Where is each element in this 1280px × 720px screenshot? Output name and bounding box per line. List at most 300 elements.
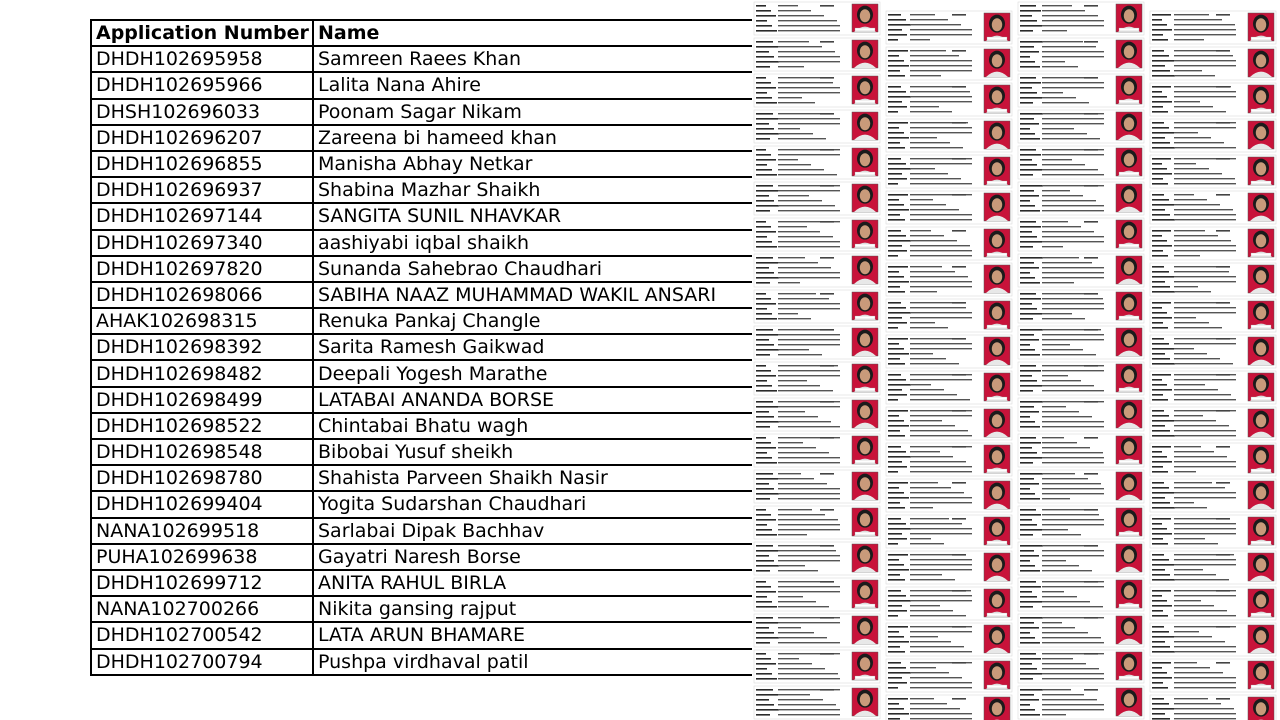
- scan-text-line: [1084, 5, 1098, 7]
- scan-text-line: [1152, 579, 1175, 581]
- scan-text-line: [1084, 41, 1098, 43]
- scan-text-line: [1042, 318, 1085, 319]
- scan-text-line: [888, 538, 907, 540]
- scan-text-line: [1020, 488, 1030, 490]
- scan-signature-strip: [1251, 541, 1271, 544]
- scan-text-line: [910, 641, 951, 642]
- scan-text-line: [1174, 101, 1200, 102]
- scan-text-line: [1020, 462, 1033, 464]
- scan-text-line: [888, 543, 898, 545]
- scan-text-line: [1152, 286, 1170, 288]
- application-number-cell: DHDH102697144: [91, 203, 313, 229]
- scan-text-line: [952, 518, 966, 520]
- scan-text-line: [778, 174, 837, 175]
- scan-text-line: [910, 389, 944, 390]
- scan-text-line: [1020, 678, 1033, 680]
- scan-text-line: [888, 662, 901, 664]
- table-row: [91, 99, 758, 125]
- scan-text-line: [756, 488, 774, 490]
- scan-text-line: [910, 199, 933, 200]
- scan-text-line: [910, 266, 942, 267]
- scan-photo-face: [1256, 18, 1266, 31]
- scan-text-line: [1042, 174, 1104, 175]
- table-row: [91, 491, 758, 517]
- scan-text-line: [1042, 123, 1104, 124]
- scan-text-line: [910, 183, 972, 184]
- scan-text-line: [1020, 473, 1043, 475]
- scan-text-line: [1020, 534, 1033, 536]
- scan-photo-face: [1124, 225, 1134, 238]
- scan-signature-strip: [855, 100, 875, 103]
- scan-text-line: [756, 509, 766, 511]
- name-cell: Sunanda Sahebrao Chaudhari: [313, 256, 758, 282]
- scan-text-line: [888, 677, 902, 679]
- scan-text-line: [952, 482, 966, 484]
- scan-text-line: [1174, 55, 1233, 56]
- scan-text-line: [1174, 250, 1236, 251]
- scan-text-line: [1042, 714, 1066, 715]
- scan-text-line: [888, 163, 906, 165]
- scan-signature-strip: [1251, 37, 1271, 40]
- scan-signature-strip: [1251, 325, 1271, 328]
- scan-photo-face: [992, 450, 1002, 463]
- scan-text-line: [756, 30, 777, 32]
- scan-text-line: [756, 498, 770, 500]
- scan-text-line: [1174, 615, 1236, 616]
- scan-text-line: [910, 595, 972, 596]
- scan-text-line: [778, 236, 833, 237]
- scan-text-line: [888, 281, 909, 283]
- scan-text-line: [756, 329, 773, 331]
- scan-text-line: [910, 137, 937, 138]
- scan-text-line: [1042, 231, 1094, 232]
- name-cell: Pushpa virdhaval patil: [313, 649, 758, 675]
- scan-photo-face: [1256, 666, 1266, 679]
- scan-text-line: [1084, 437, 1098, 439]
- scan-text-line: [888, 415, 899, 417]
- scan-text-line: [1042, 591, 1064, 592]
- scan-text-line: [1174, 60, 1236, 61]
- scan-text-line: [888, 672, 911, 674]
- scan-text-line: [1020, 25, 1042, 27]
- scan-text-line: [888, 55, 899, 57]
- scan-text-line: [1174, 595, 1236, 596]
- scan-text-line: [756, 349, 779, 351]
- scan-text-line: [1174, 50, 1220, 51]
- scan-text-line: [888, 96, 911, 98]
- scan-text-line: [888, 631, 899, 633]
- scan-text-line: [778, 282, 800, 283]
- scan-text-line: [778, 164, 811, 165]
- header-application-number: Application Number: [91, 20, 313, 46]
- scan-text-line: [910, 327, 948, 328]
- scan-text-line: [756, 560, 774, 562]
- scan-photo-face: [1256, 558, 1266, 571]
- scan-text-line: [778, 560, 840, 561]
- scan-text-line: [888, 713, 909, 715]
- scan-text-line: [910, 435, 972, 436]
- scan-signature-strip: [855, 460, 875, 463]
- scan-text-line: [910, 420, 942, 421]
- scan-text-line: [888, 420, 904, 422]
- scan-text-line: [778, 483, 827, 484]
- scan-text-line: [778, 447, 816, 448]
- scan-text-line: [756, 416, 774, 418]
- scan-text-line: [778, 370, 840, 371]
- scan-text-line: [1174, 343, 1236, 344]
- scan-photo-face: [992, 666, 1002, 679]
- scan-photo-face: [1256, 126, 1266, 139]
- scan-text-line: [910, 214, 972, 215]
- scan-text-line: [1152, 435, 1175, 437]
- scan-text-line: [1020, 509, 1036, 511]
- scan-signature-strip: [1119, 604, 1139, 607]
- scan-text-line: [1042, 277, 1104, 278]
- scan-text-line: [1174, 75, 1215, 76]
- scan-text-line: [778, 226, 807, 227]
- scan-text-line: [1152, 399, 1168, 401]
- scan-text-line: [1020, 313, 1042, 315]
- table-row: [91, 177, 758, 203]
- scan-text-line: [1174, 209, 1233, 210]
- scan-text-line: [888, 65, 909, 67]
- scan-text-line: [910, 605, 940, 606]
- scan-text-line: [1152, 106, 1163, 108]
- scan-text-line: [1152, 461, 1172, 463]
- scan-signature-strip: [855, 388, 875, 391]
- scan-text-line: [756, 185, 773, 187]
- scan-photo-face: [1124, 549, 1134, 562]
- scan-text-line: [1020, 185, 1043, 187]
- scan-text-line: [1042, 159, 1072, 160]
- scan-photo-face: [860, 657, 870, 670]
- scan-text-line: [1020, 709, 1035, 711]
- scan-text-line: [910, 564, 972, 565]
- scan-text-line: [1020, 411, 1039, 413]
- scan-text-line: [1042, 41, 1083, 42]
- scan-photo-face: [860, 513, 870, 526]
- scan-text-line: [778, 663, 812, 664]
- scan-text-line: [1042, 596, 1077, 597]
- scan-text-line: [888, 379, 906, 381]
- scanned-records-image: [752, 0, 1280, 720]
- scan-text-line: [910, 708, 960, 709]
- scan-text-line: [1174, 147, 1236, 148]
- scan-text-line: [778, 303, 840, 304]
- scan-text-line: [778, 457, 840, 458]
- scan-text-line: [1020, 82, 1041, 84]
- scan-text-line: [1152, 363, 1175, 365]
- scan-text-line: [756, 447, 776, 449]
- scan-text-line: [1174, 703, 1221, 704]
- scan-text-line: [1152, 327, 1168, 329]
- scan-text-line: [756, 586, 771, 588]
- scan-text-line: [910, 482, 938, 483]
- scan-text-line: [1020, 282, 1040, 284]
- scan-text-line: [1152, 482, 1164, 484]
- scan-text-line: [1174, 456, 1227, 457]
- scan-text-line: [778, 231, 820, 232]
- scan-text-line: [1152, 518, 1171, 520]
- scan-text-line: [1152, 651, 1175, 653]
- scan-text-line: [1174, 199, 1207, 200]
- scan-text-line: [1152, 533, 1172, 535]
- scan-text-line: [910, 672, 949, 673]
- scan-text-line: [756, 169, 772, 171]
- scan-text-line: [1020, 668, 1037, 670]
- scan-signature-strip: [855, 532, 875, 535]
- scan-text-line: [1020, 169, 1042, 171]
- scan-text-line: [778, 488, 840, 489]
- scan-photo-face: [992, 198, 1002, 211]
- scan-text-line: [1152, 65, 1165, 67]
- scan-text-line: [1216, 590, 1230, 592]
- name-cell: Bibobai Yusuf sheikh: [313, 439, 758, 465]
- scan-signature-strip: [1251, 613, 1271, 616]
- scan-text-line: [910, 461, 966, 462]
- scan-text-line: [1174, 430, 1236, 431]
- scan-text-line: [778, 298, 829, 299]
- scan-signature-strip: [1119, 244, 1139, 247]
- scan-text-line: [778, 519, 838, 520]
- scan-text-line: [888, 528, 911, 530]
- scan-signature-strip: [1251, 253, 1271, 256]
- scan-signature-strip: [1119, 172, 1139, 175]
- application-number-cell: DHDH102698780: [91, 465, 313, 491]
- scan-text-line: [778, 704, 836, 705]
- scan-text-line: [1020, 272, 1030, 274]
- scan-text-line: [778, 272, 840, 273]
- scan-text-line: [910, 178, 961, 179]
- scan-text-line: [756, 380, 767, 382]
- scan-text-line: [1020, 586, 1041, 588]
- application-number-cell: DHDH102700794: [91, 649, 313, 675]
- scan-text-line: [1020, 226, 1041, 228]
- scan-text-line: [1042, 349, 1083, 350]
- scan-text-line: [1174, 173, 1222, 174]
- scan-text-line: [778, 195, 809, 196]
- scan-text-line: [1020, 97, 1042, 99]
- scan-text-line: [1042, 5, 1072, 6]
- scan-text-line: [888, 209, 909, 211]
- scan-text-line: [756, 221, 766, 223]
- scan-text-line: [1084, 473, 1098, 475]
- scan-text-line: [1152, 111, 1168, 113]
- application-number-cell: DHDH102698482: [91, 360, 313, 386]
- scan-photo-face: [992, 522, 1002, 535]
- scan-text-line: [910, 317, 972, 318]
- scan-text-line: [1042, 370, 1104, 371]
- scan-text-line: [1020, 689, 1043, 691]
- scan-text-line: [910, 163, 972, 164]
- scan-text-line: [778, 596, 803, 597]
- scan-text-line: [1152, 543, 1168, 545]
- scan-text-line: [756, 390, 777, 392]
- scan-text-line: [756, 61, 779, 63]
- scan-photo-face: [1256, 486, 1266, 499]
- scan-text-line: [1020, 200, 1030, 202]
- scan-text-line: [952, 230, 966, 232]
- scan-text-line: [1152, 14, 1171, 16]
- scan-text-line: [1020, 133, 1035, 135]
- scan-text-line: [1174, 322, 1209, 323]
- scan-text-line: [1042, 622, 1062, 623]
- table-row: [91, 439, 758, 465]
- scan-text-line: [756, 41, 773, 43]
- scan-text-line: [1042, 205, 1104, 206]
- scan-text-line: [1020, 210, 1040, 212]
- scan-photo-face: [1124, 621, 1134, 634]
- scan-text-line: [820, 473, 834, 475]
- scan-text-line: [1042, 308, 1104, 309]
- scan-text-line: [1020, 390, 1033, 392]
- scan-text-line: [1174, 538, 1205, 539]
- scan-text-line: [888, 101, 902, 103]
- scan-text-line: [888, 646, 900, 648]
- scan-text-line: [910, 574, 942, 575]
- scan-text-line: [1042, 442, 1077, 443]
- scan-text-line: [1020, 236, 1037, 238]
- scan-text-line: [778, 51, 835, 52]
- scan-text-line: [1216, 518, 1230, 520]
- scan-text-line: [1152, 425, 1165, 427]
- scan-text-line: [1216, 86, 1230, 88]
- scan-text-line: [910, 600, 972, 601]
- scan-text-line: [1174, 718, 1236, 719]
- scan-text-line: [1152, 636, 1174, 638]
- name-cell: Lalita Nana Ahire: [313, 72, 758, 98]
- scan-text-line: [756, 46, 778, 48]
- name-cell: aashiyabi iqbal shaikh: [313, 230, 758, 256]
- scan-text-line: [1020, 406, 1034, 408]
- scan-text-line: [1174, 708, 1234, 709]
- scan-text-line: [888, 471, 898, 473]
- scan-photo-face: [1256, 306, 1266, 319]
- scan-text-line: [888, 255, 898, 257]
- scan-photo-face: [992, 378, 1002, 391]
- scan-text-line: [1042, 246, 1063, 247]
- scan-text-line: [1042, 138, 1100, 139]
- scan-text-line: [1020, 375, 1032, 377]
- scan-text-line: [888, 173, 902, 175]
- scan-text-line: [756, 370, 771, 372]
- scan-text-line: [888, 39, 898, 41]
- scan-text-line: [778, 591, 840, 592]
- scan-text-line: [1152, 507, 1175, 509]
- scan-photo-face: [860, 189, 870, 202]
- scan-text-line: [756, 442, 771, 444]
- scan-text-line: [1042, 66, 1078, 67]
- scan-text-line: [756, 293, 766, 295]
- scan-text-line: [778, 514, 825, 515]
- scan-text-line: [910, 713, 972, 714]
- scan-text-line: [1020, 138, 1040, 140]
- scan-photo-face: [1124, 189, 1134, 202]
- scan-text-line: [1152, 101, 1172, 103]
- scan-text-line: [1084, 221, 1098, 223]
- scan-text-line: [1174, 420, 1216, 421]
- scan-photo-face: [860, 621, 870, 634]
- scan-text-line: [1152, 137, 1165, 139]
- scan-text-line: [1152, 302, 1171, 304]
- scan-text-line: [756, 421, 779, 423]
- scan-text-line: [1020, 514, 1041, 516]
- scan-text-line: [820, 329, 834, 331]
- scan-text-line: [1042, 565, 1079, 566]
- application-number-cell: DHDH102697340: [91, 230, 313, 256]
- scan-text-line: [756, 534, 777, 536]
- scan-text-line: [756, 565, 779, 567]
- application-number-cell: DHDH102697820: [91, 256, 313, 282]
- scan-text-line: [1152, 70, 1170, 72]
- scan-signature-strip: [855, 604, 875, 607]
- scan-text-line: [778, 66, 804, 67]
- scan-photo-face: [992, 234, 1002, 247]
- scan-photo-face: [1124, 657, 1134, 670]
- scan-text-line: [820, 41, 834, 43]
- scan-text-line: [756, 668, 767, 670]
- scan-text-line: [756, 15, 776, 17]
- scan-text-line: [952, 698, 966, 700]
- scan-text-line: [778, 344, 840, 345]
- scan-text-line: [1152, 626, 1164, 628]
- scan-text-line: [1152, 240, 1167, 242]
- scan-text-line: [1152, 266, 1164, 268]
- scan-signature-strip: [987, 37, 1007, 40]
- name-cell: Deepali Yogesh Marathe: [313, 360, 758, 386]
- scan-text-line: [1020, 591, 1032, 593]
- scan-text-line: [1020, 699, 1039, 701]
- name-cell: Chintabai Bhatu wagh: [313, 413, 758, 439]
- scan-text-line: [756, 262, 778, 264]
- scan-text-line: [1152, 466, 1163, 468]
- scan-text-line: [888, 75, 905, 77]
- scan-text-line: [1042, 709, 1104, 710]
- scan-text-line: [1174, 687, 1236, 688]
- table-row: [91, 151, 758, 177]
- scan-text-line: [778, 709, 840, 710]
- scan-text-line: [1152, 250, 1163, 252]
- scan-text-line: [888, 250, 907, 252]
- scan-text-line: [1174, 255, 1200, 256]
- scan-text-line: [910, 636, 938, 637]
- scan-text-line: [1174, 271, 1229, 272]
- scan-signature-strip: [1119, 460, 1139, 463]
- scan-text-line: [910, 29, 972, 30]
- scan-text-line: [1174, 487, 1225, 488]
- scan-text-line: [756, 545, 773, 547]
- scan-text-line: [756, 236, 767, 238]
- scan-signature-strip: [1251, 685, 1271, 688]
- scan-text-line: [1042, 529, 1068, 530]
- scan-text-line: [1152, 276, 1174, 278]
- scan-text-line: [1020, 339, 1039, 341]
- scan-text-line: [888, 178, 907, 180]
- scan-text-line: [1152, 605, 1172, 607]
- scan-text-line: [1174, 286, 1198, 287]
- scan-text-line: [952, 86, 966, 88]
- scan-text-line: [1216, 554, 1230, 556]
- scan-text-line: [1174, 111, 1226, 112]
- scan-text-line: [888, 132, 904, 134]
- scan-text-line: [1152, 554, 1164, 556]
- scan-text-line: [1152, 183, 1168, 185]
- scan-text-line: [756, 298, 771, 300]
- scan-text-line: [910, 70, 972, 71]
- scan-text-line: [1174, 559, 1236, 560]
- scan-text-line: [1020, 246, 1033, 248]
- scan-text-line: [952, 302, 966, 304]
